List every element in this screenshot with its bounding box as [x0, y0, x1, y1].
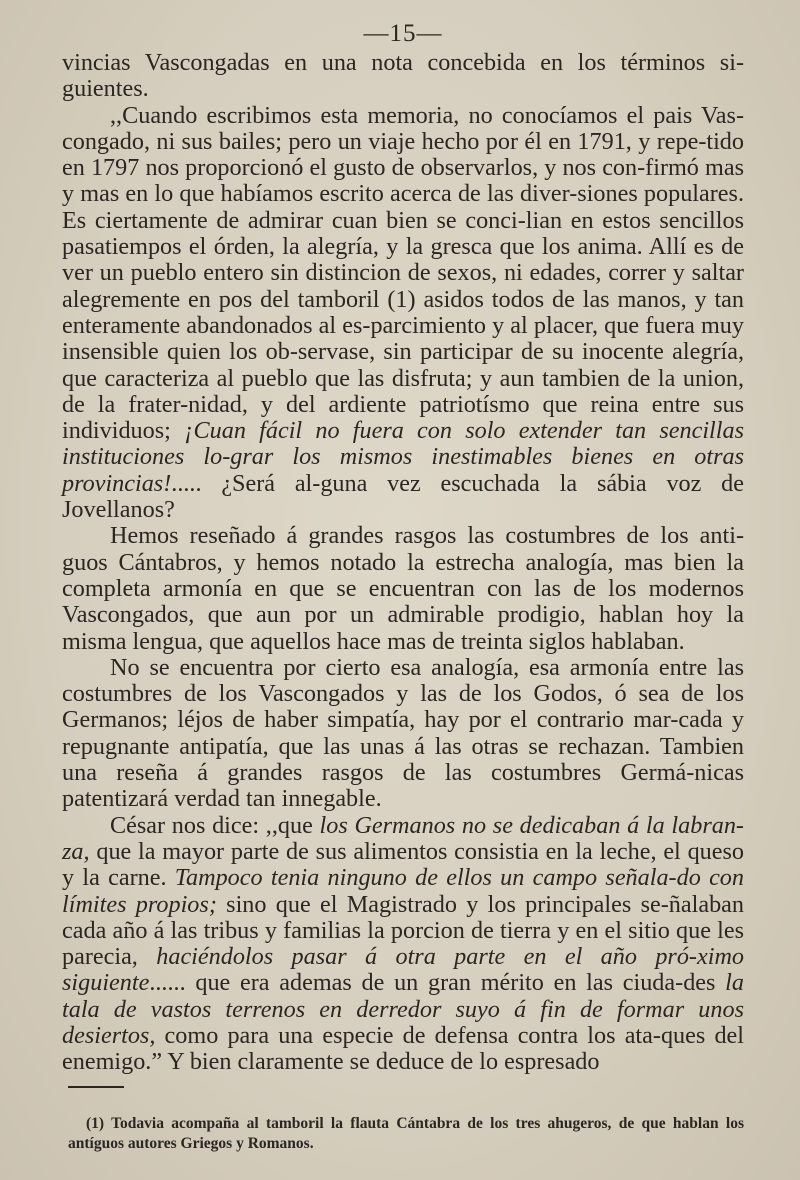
- text-segment: ,,Cuando escribimos esta memoria, no conocíamos el pais Vas-congado, ni sus bailes; pero un viaje hecho por él en 1791, y repe-tido en 1797 nos proporcionó el gusto de observarlos, y nos con-firmó mas y mas en lo que habíamos escrito acerca de las diver-siones populares. Es ciertamente de admirar cuan bien se conci-lian en estos sencillos pasatiempos el órden, la alegría, y la gresca que los anima. Allí es de ver un pueblo entero sin distincion de sexos, ni edades, correr y saltar alegremente en pos del tamboril (1) asidos todos de las manos, y tan enteramente abandonados al es-parcimiento y al placer, que fuera muy insensible quien los ob-servase, sin participar de su inocente alegría, que caracteriza al pueblo que las disfruta; y aun tambien de la union, de la frater-nidad, y del ardiente patriotísmo que reina entre sus individuos;: [62, 101, 744, 445]
- body-text: [62, 50, 744, 1076]
- footnote-text: Todavia acompaña al tamboril la flauta Cántabra de los tres ahugeros, de que hablan los antíguos autores Griegos y Romanos.: [68, 1114, 744, 1152]
- paragraph: [62, 50, 744, 103]
- text-segment: ...... que era ademas de un gran mérito en las ciuda-des: [149, 969, 726, 997]
- page-number: —15—: [363, 20, 443, 47]
- italic-text-segment: los Germanos no se dedicaban á la labran-za,: [62, 811, 744, 865]
- footnote: [62, 1114, 744, 1154]
- text-segment: Hemos reseñado á grandes rasgos las costumbres de los anti-guos Cántabros, y hemos notado la estrecha analogía, mas bien la completa armonía en que se encuentran con las de los modernos Vascongados, que aun por un admirable prodigio, hablan hoy la misma lengua, que aquellos hace mas de treinta siglos hablaban.: [62, 522, 744, 655]
- paragraph: [62, 813, 744, 1076]
- text-segment: que la mayor parte de sus alimentos consistia en la leche, el queso y la carne.: [62, 837, 744, 892]
- italic-text-segment: Tampoco tenia ninguno de ellos un campo señala-do con límites propios;: [62, 864, 744, 918]
- italic-text-segment: la tala de vastos terrenos en derredor suyo á fin de formar unos desiertos,: [62, 969, 744, 1049]
- text-segment: ..... ¿Será al-guna vez escuchada la sábia voz de Jovellanos?: [62, 469, 744, 524]
- text-segment: como para una especie de defensa contra los ata-ques del enemigo.” Y bien claramente se deduce de lo espresado: [62, 1021, 744, 1076]
- footnote-divider: [68, 1086, 124, 1088]
- paragraph: [62, 655, 744, 813]
- footnote-marker: (1): [86, 1114, 105, 1132]
- paragraph: [62, 103, 744, 524]
- italic-text-segment: haciéndolos pasar á otra parte en el año pró-ximo siguiente: [62, 943, 745, 997]
- text-segment: César nos dice: ,,que: [110, 811, 320, 839]
- text-segment: No se encuentra por cierto esa analogía, esa armonía entre las costumbres de los Vascongados y las de los Godos, ó sea de los Germanos; léjos de haber simpatía, hay por el contrario mar-cada y repugnante antipatía, que las unas á las otras se rechazan. Tambien una reseña á grandes rasgos de las costumbres Germá-nicas patentizará verdad tan innegable.: [62, 653, 744, 813]
- text-segment: vincias Vascongadas en una nota concebida en los términos si-guientes.: [62, 49, 744, 103]
- italic-text-segment: ¡Cuan fácil no fuera con solo extender tan sencillas instituciones lo-grar los mismos inestimables bienes en otras provincias!: [62, 417, 745, 497]
- text-segment: sino que el Magistrado y los principales se-ñalaban cada año á las tribus y familias la porcion de tierra y en el sitio que les parecia,: [62, 890, 744, 971]
- paragraph: [62, 523, 744, 654]
